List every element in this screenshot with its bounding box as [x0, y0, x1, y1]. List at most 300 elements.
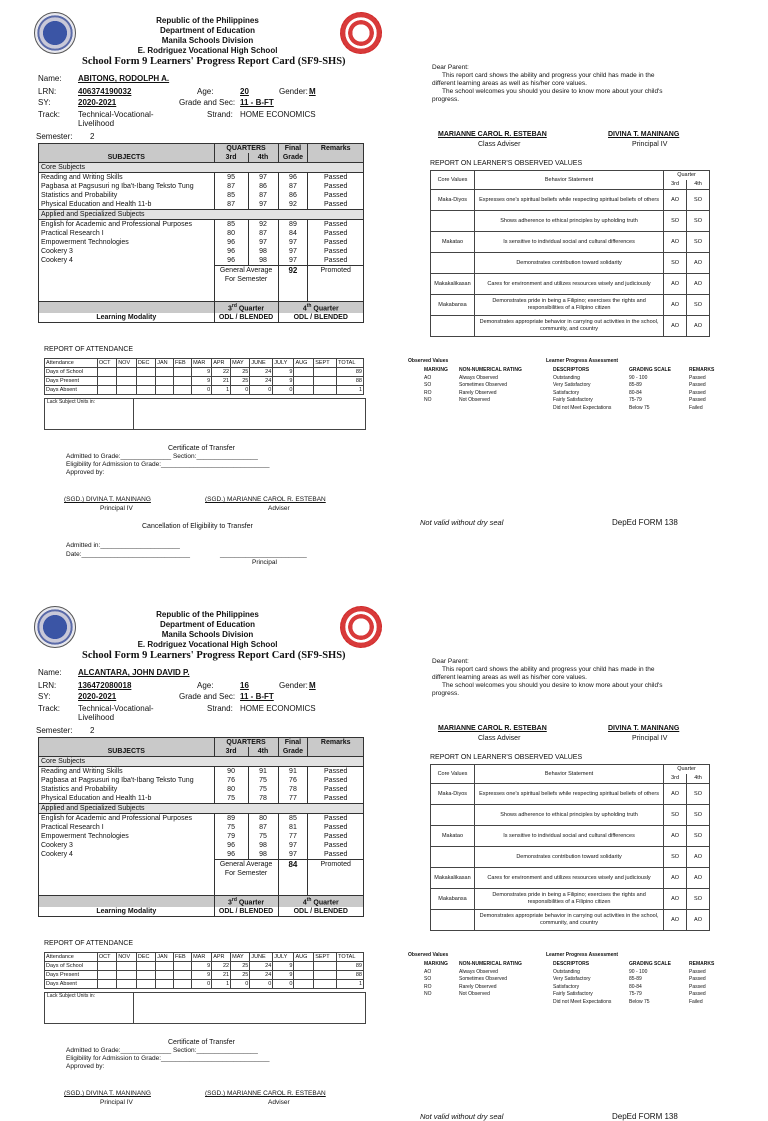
gen-avg-blank [39, 266, 215, 302]
legend-remark: Passed [689, 374, 706, 381]
grades-row [39, 841, 364, 850]
behavior-statement: Cares for environment and utilizes resources wisely and judiciously [474, 274, 663, 295]
legend-remark: Passed [689, 397, 706, 403]
legend-h-desc: DESCRIPTORS [553, 961, 590, 967]
subject-name: Cookery 3 [41, 842, 73, 849]
attendance-value [173, 962, 191, 971]
legend-marking [424, 999, 459, 1007]
legend-remark: Failed [689, 998, 703, 1005]
attendance-value [117, 980, 137, 989]
legend-remark: Passed [689, 991, 706, 997]
not-valid-note: Not valid without dry seal [420, 1112, 504, 1121]
attendance-value [136, 386, 155, 395]
col-3rd: 3rd [664, 774, 687, 784]
subject-remark: Passed [308, 191, 364, 200]
attendance-month-header: JAN [156, 953, 174, 962]
col-quarter: Quarter [664, 171, 710, 181]
q3-grade: 75 [214, 794, 248, 804]
quarter-3rd-label [214, 302, 278, 314]
final-grade: 77 [278, 832, 308, 841]
attendance-month-header: JULY [273, 953, 294, 962]
subject-name: Empowerment Technologies [41, 239, 129, 246]
adviser-title: Class Adviser [478, 735, 521, 742]
grades-row [39, 200, 364, 210]
legend-rating: Rarely Observed [459, 389, 497, 396]
attendance-value [314, 377, 337, 386]
track-value: Technical-Vocational-Livelihood [78, 110, 154, 128]
attendance-month-header: MAR [192, 359, 212, 368]
legend-remark: Passed [689, 976, 706, 982]
q3-grade: 76 [214, 776, 248, 785]
q3-grade: 89 [214, 814, 248, 824]
col-3rd: 3rd [664, 180, 687, 190]
attendance-value [97, 368, 116, 377]
principal-title: Principal IV [632, 735, 668, 742]
q4-grade: 92 [248, 220, 278, 230]
sy-value: 2020-2021 [78, 692, 117, 701]
grades-row [39, 144, 364, 154]
rating-4th: SO [687, 826, 710, 847]
grades-row [39, 256, 364, 266]
attendance-value [117, 377, 137, 386]
grades-row [39, 823, 364, 832]
final-header: Final [278, 144, 308, 154]
q3-grade: 75 [214, 823, 248, 832]
final-grade: 85 [278, 814, 308, 824]
legend-marking: SO [424, 382, 432, 388]
legend-scale: 85-89 [629, 976, 642, 982]
form-title: School Form 9 Learners' Progress Report Card (SF9-SHS) [82, 650, 346, 661]
final-header: Final [278, 738, 308, 748]
subject-remark: Passed [308, 173, 364, 183]
q4-grade: 98 [248, 256, 278, 266]
legend-marking: NO [424, 397, 432, 403]
attendance-value: 9 [273, 368, 294, 377]
subject-name: Pagbasa at Pagsusuri ng Iba't-Ibang Teksto Tung [41, 777, 194, 784]
attendance-month-header: DEC [136, 359, 155, 368]
attendance-value: 1 [212, 386, 231, 395]
attendance-value: 9 [273, 971, 294, 980]
attendance-value [156, 377, 174, 386]
legend-scale: 75-79 [629, 991, 642, 997]
quarter-4th-label [278, 896, 364, 908]
modality-4th: ODL / BLENDED [278, 907, 364, 917]
core-value-name: Makabansa [431, 295, 475, 316]
gender-value: M [309, 681, 316, 690]
attendance-value: 9 [192, 962, 212, 971]
legend-row [424, 382, 729, 390]
subject-remark: Passed [308, 823, 364, 832]
attendance-row-label: Days Present [45, 377, 98, 386]
remarks-header-blank [308, 153, 364, 163]
behavior-statement: Demonstrates contribution toward solidarity [474, 847, 663, 868]
lack-units-label: Lack Subject Units in: [47, 399, 96, 405]
observed-values-row [431, 910, 710, 931]
header-line: Republic of the Philippines [156, 16, 259, 25]
final-grade: 77 [278, 794, 308, 804]
semester-label: Semester: [36, 726, 73, 735]
subjects-header: SUBJECTS [39, 153, 215, 163]
observed-values-row [431, 316, 710, 337]
attendance-value [97, 971, 116, 980]
adviser-name: MARIANNE CAROL R. ESTEBAN [438, 131, 547, 138]
grade-header: Grade [278, 153, 308, 163]
attendance-value: 0 [250, 980, 273, 989]
legend-rating: Sometimes Observed [459, 976, 508, 982]
form-title: School Form 9 Learners' Progress Report Card (SF9-SHS) [82, 56, 346, 67]
subject-name: Pagbasa at Pagsusuri ng Iba't-Ibang Teksto Tung [41, 183, 194, 190]
q4-grade: 97 [248, 200, 278, 210]
attendance-value [173, 368, 191, 377]
sy-label: SY: [38, 98, 51, 107]
attendance-value: 9 [192, 971, 212, 980]
dear-parent-p2: The school welcomes you should you desire to know more about your child's progress. [432, 682, 663, 697]
final-grade: 92 [278, 200, 308, 210]
attendance-month-header: Attendance [45, 359, 98, 368]
grades-row [39, 210, 364, 220]
legend-rating: Rarely Observed [459, 983, 497, 990]
sig-principal-title: Principal IV [100, 1099, 133, 1106]
principal-sign-line: ________________________ [220, 551, 307, 558]
legend-rating: Not Observed [459, 991, 490, 997]
attendance-month-header: TOTAL [337, 359, 364, 368]
attendance-value: 1 [212, 980, 231, 989]
grades-row [39, 747, 364, 757]
attendance-value [156, 368, 174, 377]
attendance-value [294, 962, 314, 971]
legend-h-desc: DESCRIPTORS [553, 367, 590, 373]
date-line: Date:______________________________ [66, 551, 190, 558]
quarter-row [39, 302, 364, 314]
quarter-3rd-sup: rd [231, 303, 237, 309]
attendance-value [156, 980, 174, 989]
applied-subjects-heading: Applied and Specialized Subjects [39, 210, 364, 220]
legend-table [424, 961, 729, 1006]
quarters-header: QUARTERS [214, 144, 278, 154]
attendance-value [314, 971, 337, 980]
legend-lpa-heading: Learner Progress Assessment [546, 952, 619, 958]
attendance-heading: REPORT OF ATTENDANCE [44, 940, 134, 947]
sig-adviser: (SGD.) MARIANNE CAROL R. ESTEBAN [205, 1090, 326, 1097]
remarks-header: Remarks [308, 738, 364, 748]
subject-remark: Passed [308, 200, 364, 210]
observed-values-row [431, 232, 710, 253]
eligibility-line: Eligibility for Admission to Grade:______________________________ [66, 461, 270, 468]
rating-3rd: SO [664, 847, 687, 868]
grades-row [39, 220, 364, 230]
final-grade: 97 [278, 256, 308, 266]
attendance-value: 1 [337, 980, 364, 989]
legend-rating [459, 999, 553, 1007]
sig-principal: (SGD.) DIVINA T. MANINANG [64, 1090, 151, 1097]
deped-form-label: DepEd FORM 138 [612, 518, 678, 527]
attendance-heading: REPORT OF ATTENDANCE [44, 346, 134, 353]
core-value-name [431, 847, 475, 868]
grades-row [39, 191, 364, 200]
col-behavior: Behavior Statement [474, 765, 663, 784]
grades-row [39, 163, 364, 173]
rating-4th: SO [687, 190, 710, 211]
q4-grade: 98 [248, 841, 278, 850]
behavior-statement: Demonstrates appropriate behavior in carrying out activities in the school, community, and country [474, 910, 663, 931]
subjects-header-blank [39, 144, 215, 154]
lack-units-box [44, 992, 366, 1024]
legend-remark: Passed [689, 389, 706, 396]
observed-values-row [431, 295, 710, 316]
col-quarter: Quarter [664, 765, 710, 775]
rating-4th: AO [687, 274, 710, 295]
student-name: ALCANTARA, JOHN DAVID P. [78, 668, 190, 677]
attendance-value: 9 [192, 368, 212, 377]
behavior-statement: Demonstrates pride in being a Filipino; exercises the rights and responsibilities of a Filipino citizen [474, 889, 663, 910]
attendance-row-label: Days of School [45, 368, 98, 377]
behavior-statement: Shows adherence to ethical principles by upholding truth [474, 805, 663, 826]
attendance-month-header: DEC [136, 953, 155, 962]
attendance-value: 0 [231, 386, 250, 395]
admitted-line: Admitted to Grade:______________ Section:_________________ [66, 453, 258, 460]
grades-row [39, 738, 364, 748]
grades-row [39, 850, 364, 860]
behavior-statement: Is sensitive to individual social and cultural differences [474, 232, 663, 253]
subject-name: Cookery 4 [41, 257, 73, 265]
quarter-4th-word: Quarter [311, 305, 339, 313]
subject-remark: Passed [308, 229, 364, 238]
subject-remark: Passed [308, 776, 364, 785]
grades-row [39, 173, 364, 183]
principal-sign-label: Principal [252, 559, 277, 566]
grades-table [38, 737, 364, 917]
attendance-value: 0 [273, 386, 294, 395]
grades-row [39, 182, 364, 191]
admitted-line: Admitted to Grade:______________ Section:_________________ [66, 1047, 258, 1054]
core-value-name [431, 910, 475, 931]
attendance-month-header: NOV [117, 359, 137, 368]
lrn-label: LRN: [38, 87, 57, 96]
dear-parent: Dear Parent: [432, 658, 469, 665]
legend-marking: RO [424, 389, 432, 396]
sig-principal-title: Principal IV [100, 505, 133, 512]
final-grade: 97 [278, 247, 308, 256]
header-line: Department of Education [159, 620, 256, 629]
q4-grade: 98 [248, 247, 278, 256]
final-grade: 86 [278, 191, 308, 200]
rating-4th: AO [687, 253, 710, 274]
subject-remark: Passed [308, 256, 364, 266]
subjects-header: SUBJECTS [39, 747, 215, 757]
subject-remark: Passed [308, 220, 364, 230]
attendance-value: 21 [212, 377, 231, 386]
attendance-month-header: OCT [97, 953, 116, 962]
rating-3rd: AO [664, 826, 687, 847]
grade-sec-label: Grade and Sec: [179, 692, 236, 701]
attendance-value [294, 971, 314, 980]
behavior-statement: Expresses one's spiritual beliefs while respecting spiritual beliefs of others [474, 190, 663, 211]
grades-row [39, 860, 364, 896]
attendance-month-header: JUNE [250, 953, 273, 962]
attendance-value [117, 368, 137, 377]
subject-remark: Passed [308, 767, 364, 777]
legend-descriptor: Very Satisfactory [553, 382, 591, 388]
grades-row [39, 832, 364, 841]
rating-3rd: AO [664, 784, 687, 805]
rating-4th: SO [687, 889, 710, 910]
semester-value: 2 [90, 726, 95, 735]
legend-rating: Always Observed [459, 968, 498, 975]
q4-grade: 75 [248, 776, 278, 785]
legend-row [424, 976, 729, 984]
legend-h-nonnum: NON-NUMERICAL RATING [459, 367, 522, 373]
rating-4th: SO [687, 295, 710, 316]
core-value-name: Makatao [431, 232, 475, 253]
q3-grade: 87 [214, 182, 248, 191]
attendance-value [156, 962, 174, 971]
q4-grade: 80 [248, 814, 278, 824]
observed-values-row [431, 889, 710, 910]
legend-descriptor: Outstanding [553, 374, 580, 381]
observed-values-row [431, 868, 710, 889]
sig-principal: (SGD.) DIVINA T. MANINANG [64, 496, 151, 503]
final-grade: 81 [278, 823, 308, 832]
observed-values-row [431, 784, 710, 805]
behavior-statement: Demonstrates appropriate behavior in carrying out activities in the school, community, and country [474, 316, 663, 337]
legend-h-scale: GRADING SCALE [629, 961, 671, 967]
name-label: Name: [38, 74, 62, 83]
q4-grade: 86 [248, 182, 278, 191]
subjects-header-blank [39, 738, 215, 748]
grades-row [39, 785, 364, 794]
strand-value: HOME ECONOMICS [240, 704, 316, 713]
attendance-value: 25 [231, 368, 250, 377]
attendance-month-header: MAY [231, 953, 250, 962]
final-grade: 91 [278, 767, 308, 777]
rating-4th: AO [687, 847, 710, 868]
subject-name: Cookery 3 [41, 248, 73, 255]
col-core-values: Core Values [431, 171, 475, 190]
subject-name: Empowerment Technologies [41, 833, 129, 840]
q4-grade: 75 [248, 785, 278, 794]
observed-values-row [431, 826, 710, 847]
attendance-row [45, 368, 364, 377]
general-average-value: 84 [278, 860, 308, 896]
observed-values-row [431, 211, 710, 232]
attendance-row-label: Days Absent [45, 386, 98, 395]
attendance-value: 25 [231, 377, 250, 386]
attendance-value [97, 962, 116, 971]
legend-descriptor: Very Satisfactory [553, 976, 591, 982]
subject-remark: Passed [308, 238, 364, 247]
q3-grade: 90 [214, 767, 248, 777]
attendance-month-header: MAR [192, 953, 212, 962]
attendance-row [45, 962, 364, 971]
attendance-row-label: Days of School [45, 962, 98, 971]
subject-name: Statistics and Probability [41, 786, 118, 793]
quarters-header: QUARTERS [214, 738, 278, 748]
subject-name: Physical Education and Health 11-b [41, 201, 152, 208]
behavior-statement: Cares for environment and utilizes resources wisely and judiciously [474, 868, 663, 889]
name-label: Name: [38, 668, 62, 677]
grades-row [39, 153, 364, 163]
gen-avg-blank [39, 860, 215, 896]
grades-row [39, 247, 364, 256]
final-grade: 76 [278, 776, 308, 785]
rating-3rd: AO [664, 232, 687, 253]
subject-name: Practical Research I [41, 824, 104, 831]
core-value-name [431, 316, 475, 337]
behavior-statement: Expresses one's spiritual beliefs while respecting spiritual beliefs of others [474, 784, 663, 805]
attendance-month-header: APR [212, 359, 231, 368]
rating-3rd: SO [664, 211, 687, 232]
principal-name: DIVINA T. MANINANG [608, 725, 680, 732]
strand-label: Strand: [207, 110, 233, 119]
final-grade: 96 [278, 173, 308, 183]
attendance-table [44, 358, 364, 395]
final-grade: 97 [278, 841, 308, 850]
cancellation-title: Cancellation of Eligibility to Transfer [142, 523, 253, 530]
attendance-value: 22 [212, 962, 231, 971]
attendance-value [156, 971, 174, 980]
legend-row [424, 984, 729, 992]
observed-values-table [430, 170, 710, 337]
grades-row [39, 757, 364, 767]
header-line: Manila Schools Division [161, 36, 254, 45]
sig-adviser-title: Adviser [268, 505, 290, 512]
quarter-4th-num: 4 [302, 899, 307, 907]
final-grade: 97 [278, 850, 308, 860]
grades-row [39, 313, 364, 323]
header-block [100, 16, 315, 56]
sig-adviser: (SGD.) MARIANNE CAROL R. ESTEBAN [205, 496, 326, 503]
legend-table [424, 367, 729, 412]
age-label: Age: [197, 681, 214, 690]
header-line: E. Rodriguez Vocational High School [137, 46, 278, 55]
student-name: ABITONG, RODOLPH A. [78, 74, 170, 83]
rating-3rd: SO [664, 253, 687, 274]
grades-row [39, 767, 364, 777]
attendance-month-header: Attendance [45, 953, 98, 962]
attendance-value: 22 [212, 368, 231, 377]
attendance-value [117, 971, 137, 980]
legend-marking: RO [424, 983, 432, 990]
subject-name: Statistics and Probability [41, 192, 118, 199]
observed-values-row [431, 805, 710, 826]
behavior-statement: Demonstrates pride in being a Filipino; exercises the rights and responsibilities of a Filipino citizen [474, 295, 663, 316]
attendance-value: 0 [192, 980, 212, 989]
final-grade: 89 [278, 220, 308, 230]
observed-values-row [431, 253, 710, 274]
adviser-title: Class Adviser [478, 141, 521, 148]
attendance-value [156, 386, 174, 395]
q4-grade: 87 [248, 191, 278, 200]
behavior-statement: Demonstrates contribution toward solidarity [474, 253, 663, 274]
sy-label: SY: [38, 692, 51, 701]
legend-row [424, 390, 729, 398]
attendance-month-header: APR [212, 953, 231, 962]
q4-grade: 87 [248, 823, 278, 832]
rating-4th: AO [687, 316, 710, 337]
attendance-value: 25 [231, 962, 250, 971]
general-average-value: 92 [278, 266, 308, 302]
q3-grade: 79 [214, 832, 248, 841]
applied-subjects-heading: Applied and Specialized Subjects [39, 804, 364, 814]
q3-grade: 96 [214, 238, 248, 247]
q3-grade: 85 [214, 220, 248, 230]
eligibility-line: Eligibility for Admission to Grade:______________________________ [66, 1055, 270, 1062]
legend-descriptor: Fairly Satisfactory [553, 397, 593, 403]
grades-row [39, 776, 364, 785]
attendance-value [117, 386, 137, 395]
q3-grade: 80 [214, 229, 248, 238]
rating-4th: SO [687, 232, 710, 253]
